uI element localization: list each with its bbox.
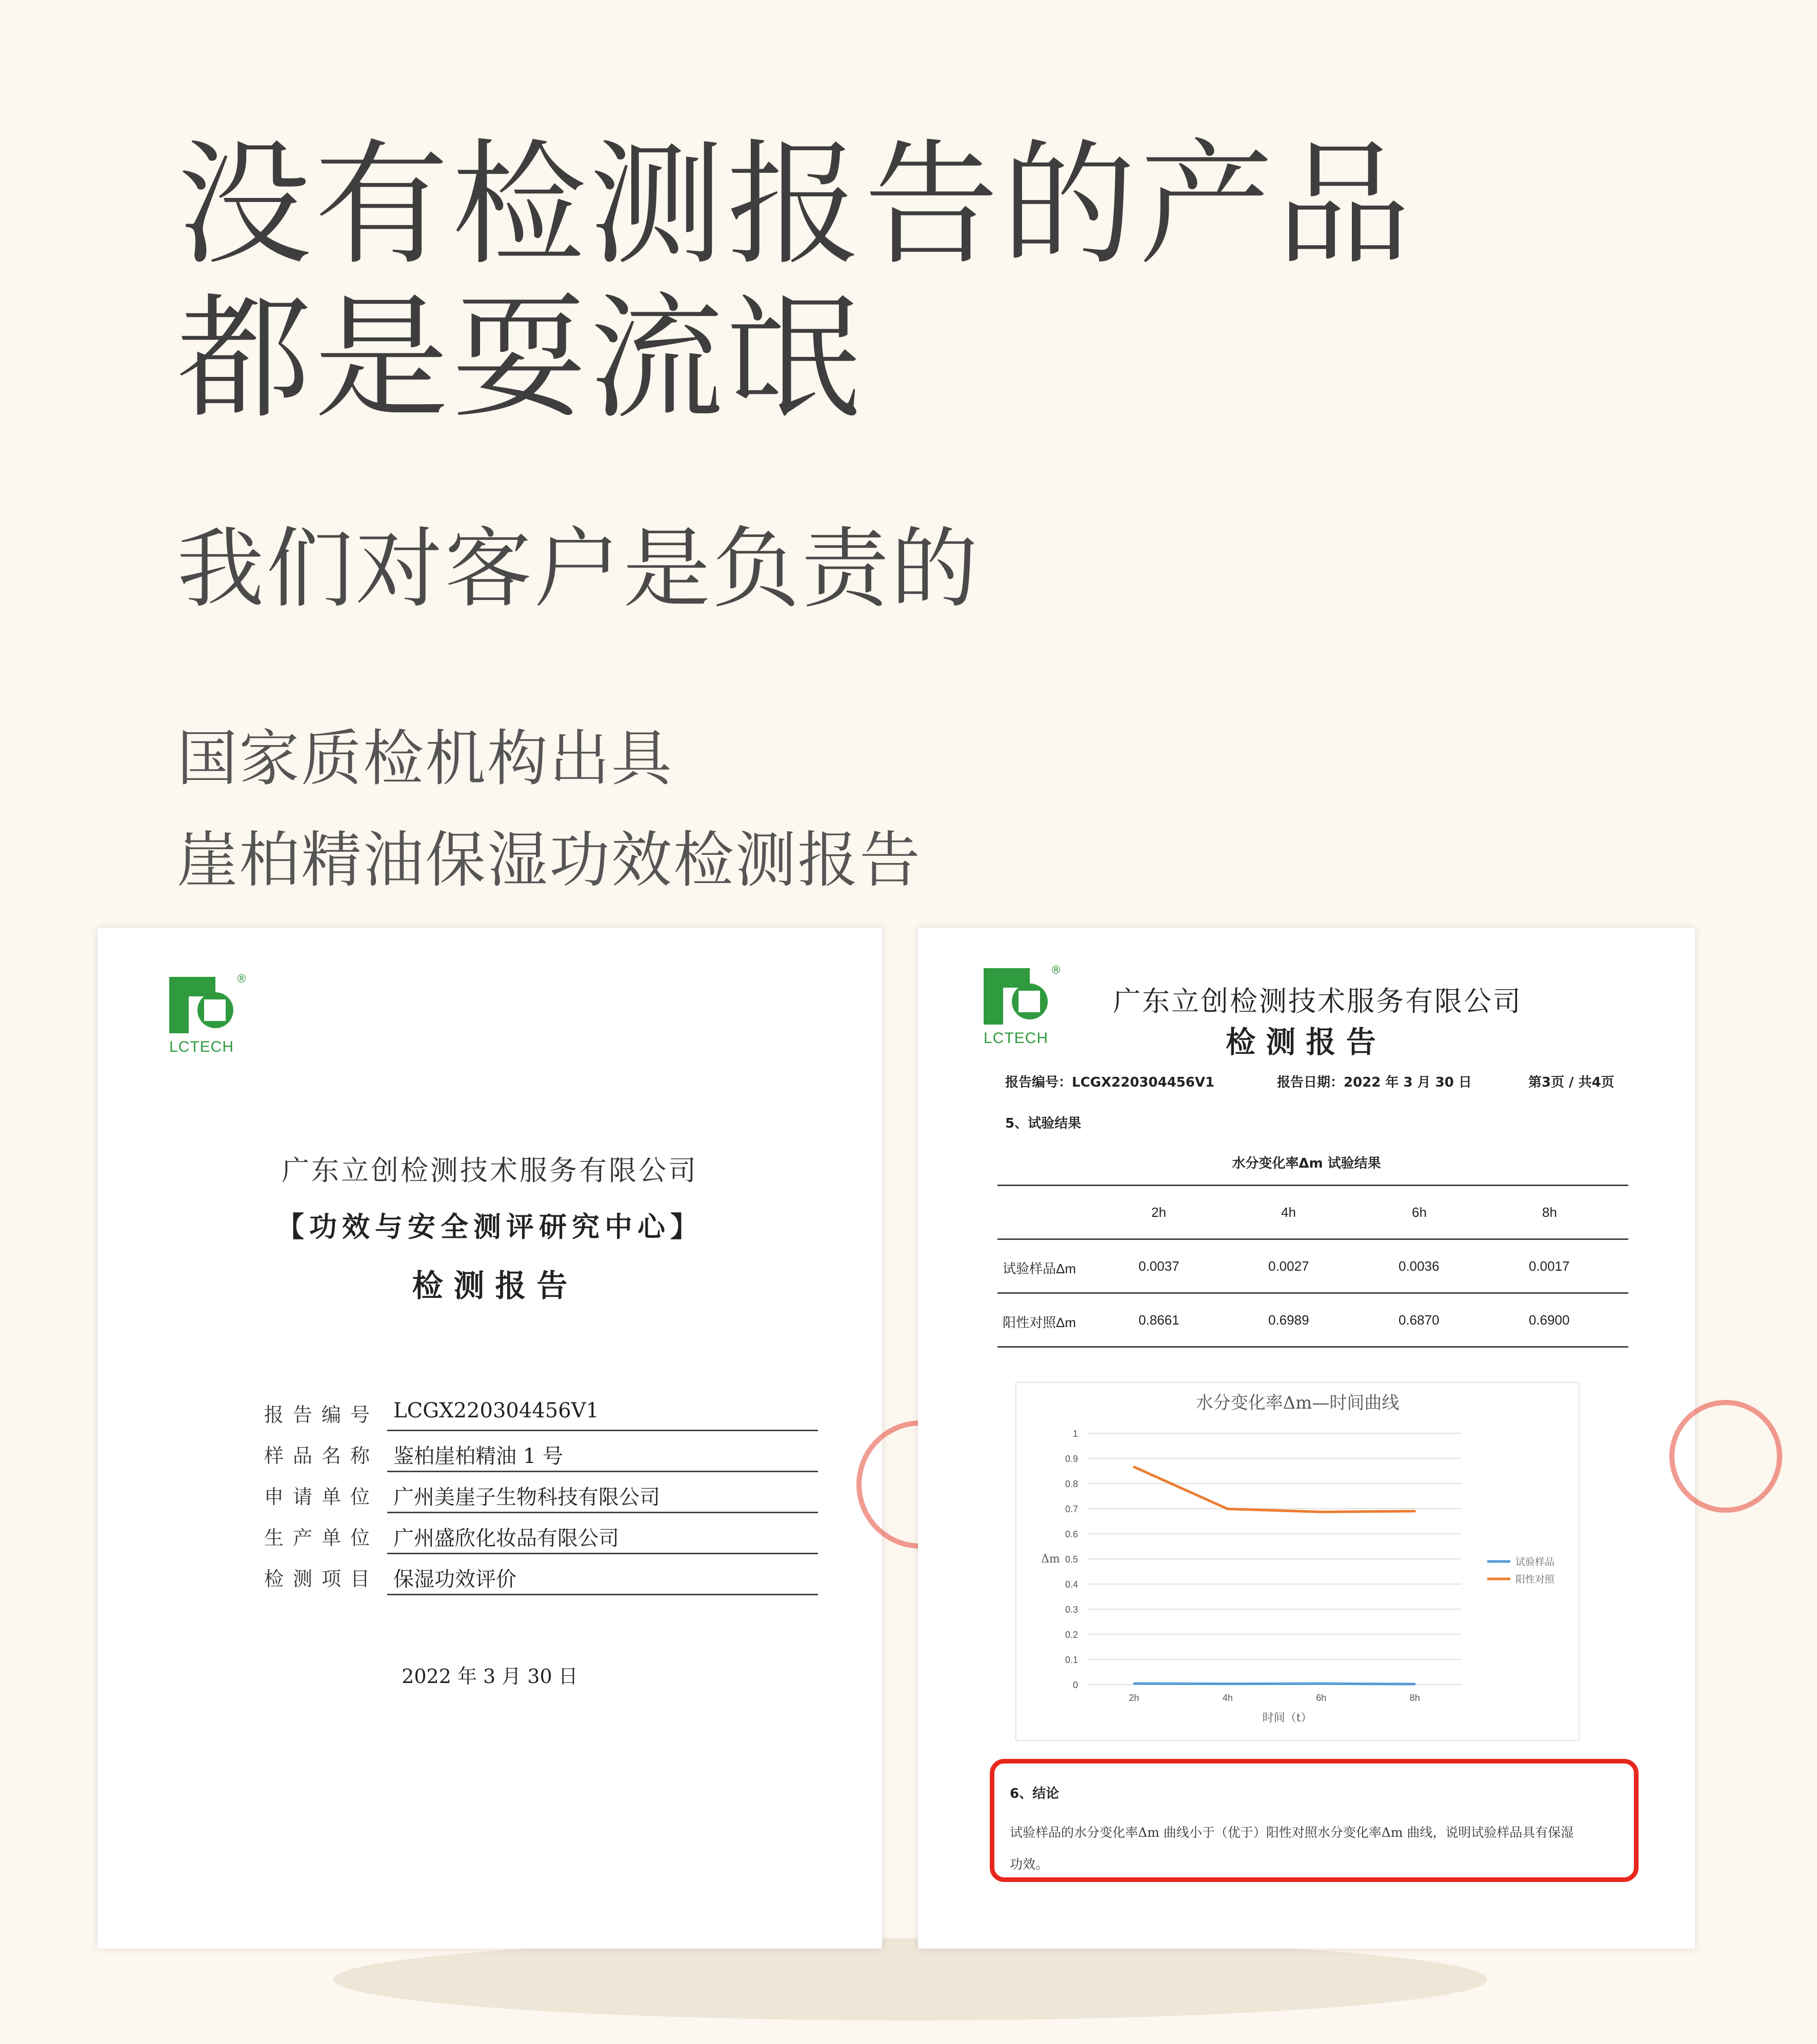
description [177,708,922,911]
report-title: 检 测 报 告 [1226,1025,1376,1059]
data-point [1133,1682,1135,1685]
conclusion-line-2: 功效。 [1010,1857,1049,1872]
report-cover-page [97,928,882,1949]
chart-y-axis-label: Δm [1041,1553,1060,1566]
info-label: 检测项目 [264,1568,380,1590]
description-line1: 国家质检机构出具 [177,723,674,794]
y-tick-label: 1 [1072,1429,1078,1439]
info-row-applicant [264,1476,818,1517]
table-title: 水分变化率Δm 试验结果 [1232,1156,1381,1171]
data-point [1227,1508,1229,1510]
data-point [1414,1683,1416,1685]
info-row-manufacturer [264,1517,818,1558]
cover-date: 2022 年 3 月 30 日 [402,1665,578,1688]
lctech-logo [984,964,1062,1047]
results-table [997,1185,1628,1348]
x-tick-label: 8h [1409,1693,1420,1703]
info-value: 鉴柏崖柏精油 1 号 [387,1440,818,1472]
table-cell: 0.0037 [1139,1258,1180,1274]
x-tick-label: 6h [1316,1693,1327,1703]
chart-x-axis-label: 时间（t） [1262,1712,1312,1725]
floor-shadow [333,1938,1487,2020]
y-tick-label: 0.9 [1065,1454,1078,1464]
table-cell: 0.0036 [1399,1258,1440,1274]
chart-title: 水分变化率Δm—时间曲线 [1195,1393,1400,1413]
table-cell: 0.6989 [1268,1312,1309,1328]
logo-text: LCTECH [984,1030,1049,1047]
red-stamp [1669,1400,1782,1513]
report-number: 报告编号：LCGX220304456V1 [1005,1075,1215,1090]
report-results-page [918,928,1695,1949]
table-row [997,1292,1628,1348]
y-tick-label: 0.6 [1065,1529,1078,1539]
registered-mark: ® [1050,964,1062,977]
table-cell: 0.8661 [1139,1312,1180,1328]
report-company: 广东立创检测技术服务有限公司 [1113,985,1522,1017]
table-row-label: 阳性对照Δm [1003,1315,1076,1330]
page-number: 第3页 / 共4页 [1528,1075,1614,1090]
moisture-change-chart [1015,1382,1580,1741]
y-tick-label: 0.8 [1065,1479,1078,1489]
description-line2: 崖柏精油保湿功效检测报告 [177,825,922,895]
info-label: 生产单位 [264,1527,380,1549]
section-6-heading: 6、结论 [1010,1786,1060,1801]
info-label: 申请单位 [264,1486,380,1508]
y-tick-label: 0.4 [1065,1579,1078,1590]
report-date: 报告日期：2022 年 3 月 30 日 [1277,1075,1472,1090]
conclusion-highlight-box [990,1759,1639,1882]
headline-line2: 都是耍流氓 [177,280,864,437]
table-header-cell: 2h [1151,1205,1166,1220]
table-header-cell: 8h [1542,1205,1557,1220]
info-value: 广州美崖子生物科技有限公司 [387,1481,818,1513]
info-value: 广州盛欣化妆品有限公司 [387,1522,818,1554]
table-header-cell: 6h [1412,1205,1427,1220]
logo-text: LCTECH [169,1038,234,1055]
cover-title: 检 测 报 告 [412,1268,568,1304]
info-label: 报告编号 [264,1404,380,1426]
info-row-test-item [264,1558,818,1599]
y-tick-label: 0.5 [1065,1554,1078,1565]
data-point [1320,1511,1322,1513]
table-row [997,1238,1628,1292]
table-header-row [997,1185,1628,1238]
lctech-logo [169,973,247,1056]
y-tick-label: 0.1 [1065,1655,1078,1665]
registered-mark: ® [236,973,247,986]
info-value: LCGX220304456V1 [387,1399,818,1431]
headline [177,128,1414,436]
y-tick-label: 0.2 [1065,1630,1078,1640]
x-tick-label: 4h [1222,1693,1233,1703]
logo-icon [169,977,236,1033]
table-cell: 0.6900 [1529,1312,1570,1328]
section-5-heading: 5、试验结果 [1005,1116,1082,1131]
legend-label: 阳性对照 [1515,1574,1555,1585]
y-tick-label: 0.7 [1065,1504,1078,1514]
table-cell: 0.6870 [1399,1312,1440,1328]
table-row-label: 试验样品Δm [1003,1261,1076,1276]
legend-label: 试验样品 [1515,1556,1555,1568]
data-point [1133,1466,1135,1468]
x-tick-label: 2h [1129,1693,1140,1703]
table-header-cell: 4h [1281,1205,1296,1220]
info-label: 样品名称 [264,1445,380,1467]
data-point [1320,1682,1322,1685]
conclusion-line-1: 试验样品的水分变化率Δm 曲线小于（优于）阳性对照水分变化率Δm 曲线，说明试验样品具有保湿 [1010,1825,1574,1840]
data-point [1227,1683,1229,1685]
cover-company: 广东立创检测技术服务有限公司 [282,1154,698,1187]
table-cell: 0.0027 [1268,1258,1309,1274]
info-row-report-no [264,1394,818,1435]
y-tick-label: 0 [1072,1680,1078,1690]
table-cell: 0.0017 [1529,1258,1570,1274]
headline-line1: 没有检测报告的产品 [177,127,1414,283]
logo-icon [984,968,1050,1025]
data-point [1414,1510,1416,1512]
y-tick-label: 0.3 [1065,1605,1078,1615]
info-row-sample [264,1435,818,1476]
subtitle: 我们对客户是负责的 [177,518,981,620]
cover-center-name: 【功效与安全测评研究中心】 [276,1210,703,1243]
info-value: 保湿功效评价 [387,1563,818,1595]
